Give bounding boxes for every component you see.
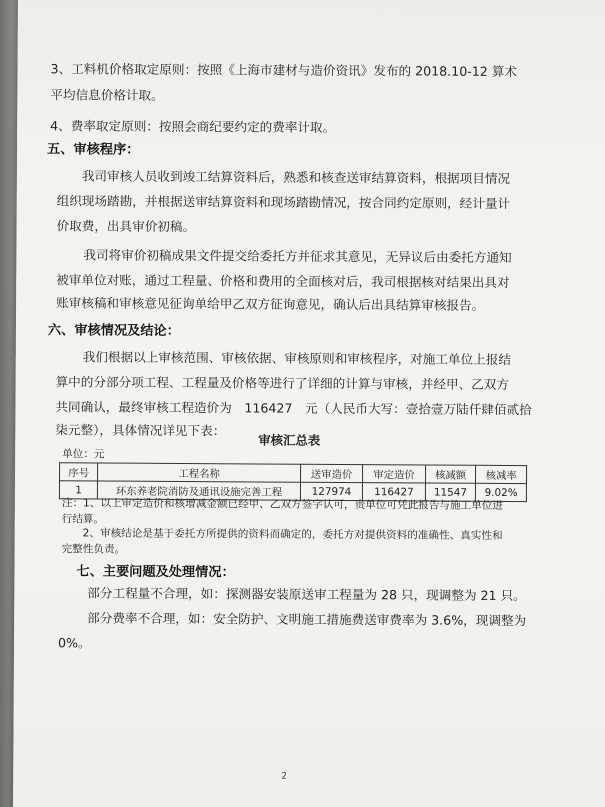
text-line: 部分费率不合理，如：安全防护、文明施工措施费送审费率为 3.6%，现调整为 bbox=[87, 610, 527, 629]
text-line: 算中的分部分项工程、工程量及价格等进行了详细的计算与审核，并经甲、乙双方 bbox=[55, 374, 510, 393]
note-line: 完整性负责。 bbox=[61, 543, 126, 556]
text-line: 3、工料机价格取定原则：按照《上海市建材与造价资讯》发布的 2018.10-12 算术 bbox=[50, 61, 518, 80]
text-line: 0%。 bbox=[57, 635, 91, 651]
text-line: 价取费，出具审价初稿。 bbox=[56, 218, 196, 235]
summary-table bbox=[59, 462, 527, 502]
text-line: 我司将审价初稿成果文件提交给委托方并征求其意见，无异议后由委托方通知 bbox=[83, 247, 512, 266]
header-cell: 审定造价 bbox=[363, 465, 426, 483]
header-cell: 工程名称 bbox=[98, 463, 301, 482]
text-line: 我司审核人员收到竣工结算资料后，熟悉和核查送审结算资料，根据项目情况 bbox=[81, 168, 511, 187]
note-line: 2、审核结论是基于委托方所提供的资料而确定的，委托方对提供资料的准确性、真实性和 bbox=[82, 527, 503, 542]
section-heading: 六、审核情况及结论： bbox=[47, 323, 180, 339]
table-cell: 116427 bbox=[363, 483, 426, 501]
section-heading: 七、主要问题及处理情况： bbox=[76, 564, 235, 581]
note-line: 行结算。 bbox=[61, 513, 105, 526]
text-line: 共同确认，最终审核工程造价为 116427 元（人民币大写：壹拾壹万陆仟肆佰贰拾 bbox=[55, 399, 532, 418]
table-unit: 单位：元 bbox=[62, 448, 105, 461]
header-cell: 核减率 bbox=[476, 465, 527, 483]
text-line: 柒元整），具体情况详见下表： bbox=[55, 422, 226, 439]
text-line: 4、费率取定原则：按照会商纪要约定的费率计取。 bbox=[50, 118, 336, 135]
table-cell: 11547 bbox=[425, 483, 476, 501]
header-cell: 核减额 bbox=[425, 465, 476, 483]
table-cell: 127974 bbox=[300, 482, 363, 500]
text-line: 被审单位对账，通过工程量、价格和费用的全面核对后，我司根据核对结果出具对 bbox=[56, 272, 510, 291]
text-line: 组织现场踏勘，并根据送审结算资料和现场踏勘情况，按合同约定原则，经计量计 bbox=[56, 193, 511, 212]
text-line: 平均信息价格计取。 bbox=[50, 87, 164, 103]
text-line: 部分工程量不合理，如：探测器安装原送审工程量为 28 只，现调整为 21 只。 bbox=[87, 585, 526, 604]
table-cell: 环东养老院消防及通讯设施完善工程 bbox=[98, 481, 301, 500]
table-cell: 9.02% bbox=[476, 483, 527, 501]
table-cell: 1 bbox=[59, 481, 97, 499]
note-line: 注：1、以上审定造价和核增减金额已经甲、乙双方签字认可，贵单位可凭此报告与施工单位进 bbox=[61, 497, 503, 512]
document-page bbox=[13, 0, 605, 807]
page-number: 2 bbox=[281, 771, 287, 782]
header-cell: 序号 bbox=[60, 463, 98, 481]
section-heading: 五、审核程序： bbox=[46, 142, 140, 158]
header-cell: 送审造价 bbox=[300, 464, 363, 482]
text-line: 我们根据以上审核范围、审核依据、审核原则和审核程序，对施工单位上报结 bbox=[82, 349, 511, 368]
table-title: 审核汇总表 bbox=[258, 432, 321, 448]
text-line: 账审核稿和审核意见征询单给甲乙双方征询意见，确认后出具结算审核报告。 bbox=[56, 295, 485, 313]
